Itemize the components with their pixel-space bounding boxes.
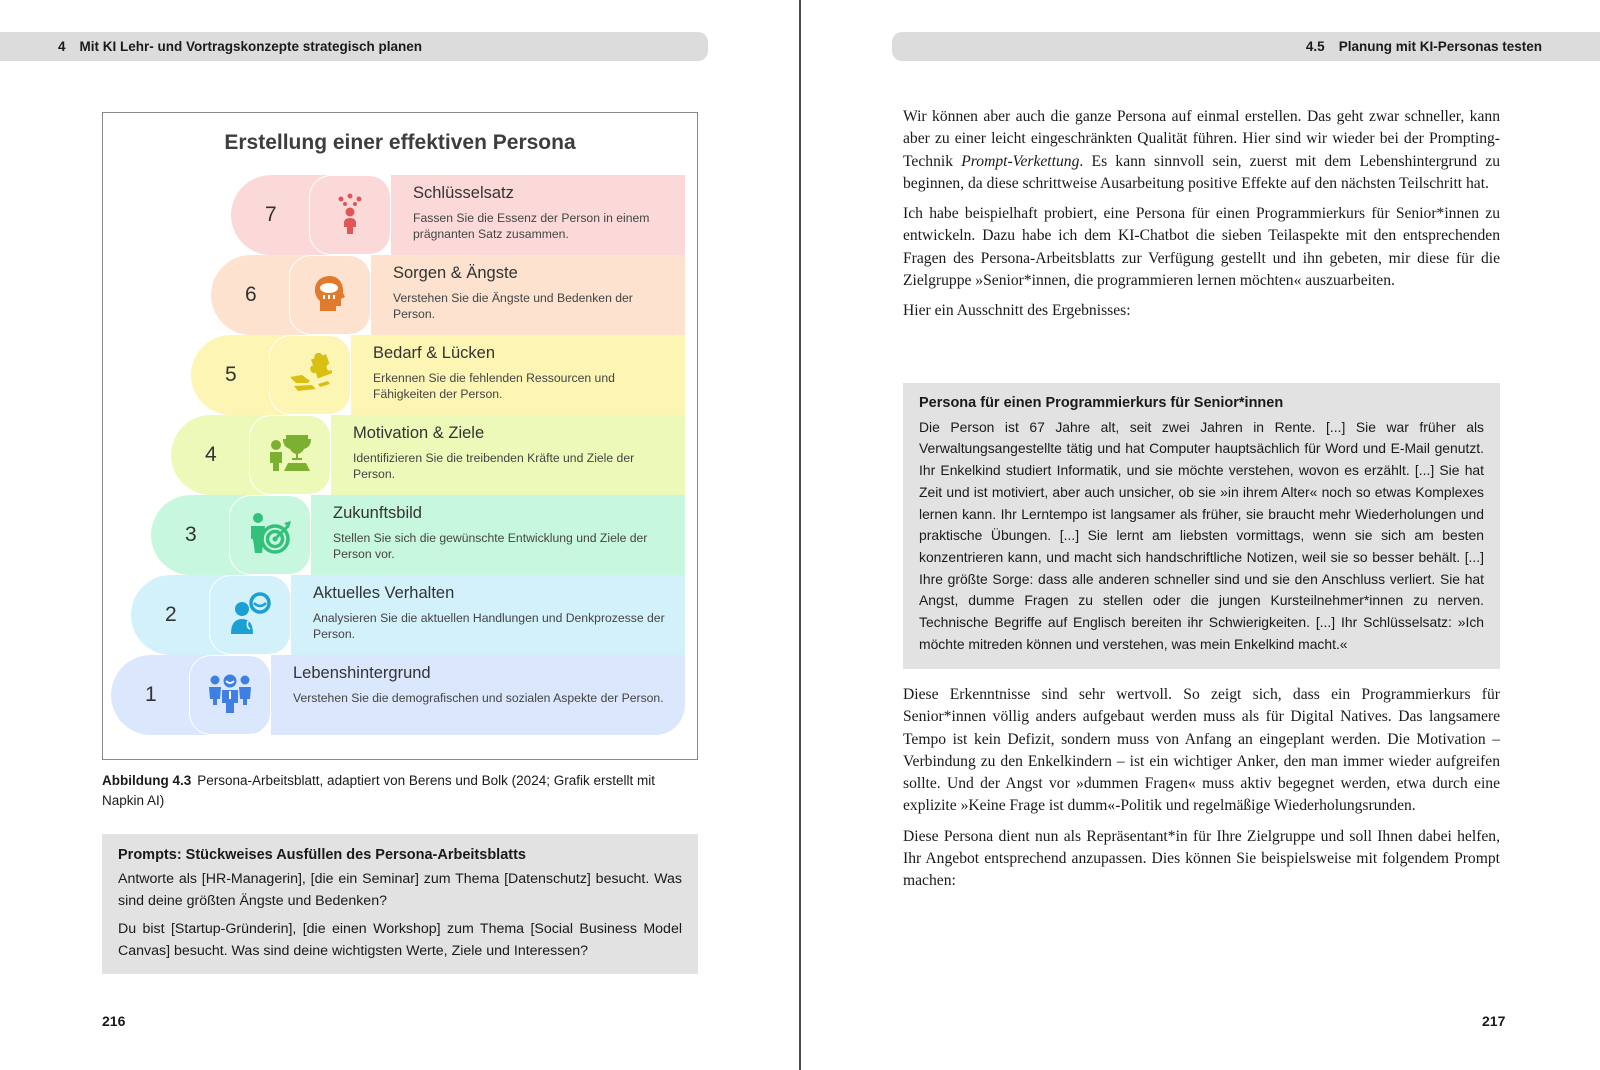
prompt-box-title: Prompts: Stückweises Ausfüllen des Persona-Arbeitsblatts (118, 847, 526, 863)
step-icon-cell (289, 255, 371, 335)
term-prompt-verkettung: Prompt-Verkettung (961, 152, 1080, 170)
step-body (331, 415, 685, 495)
persona-result-box (903, 383, 1500, 669)
step-description: Fassen Sie die Essenz der Person in einem prägnanten Satz zusammen. (413, 211, 650, 241)
step-description: Analysieren Sie die aktuellen Handlungen und Denkprozesse der Person. (313, 611, 665, 641)
prompt-example-2: Du bist [Startup-Gründerin], [die einen Workshop] zum Thema [Social Business Model Canvas] besucht. Was sind deine wichtigsten Werte, Ziele und Interessen? (118, 921, 682, 959)
step-body (371, 255, 685, 335)
step-title: Motivation & Ziele (353, 424, 485, 442)
step-icon-cell (189, 655, 271, 735)
paragraph-1-part-b: . Es kann sinnvoll sein, zuerst mit dem Lebenshintergrund zu beginnen, da diese schrittweise Ausarbeitung positive Effekte auf den nächsten Teilschritt hat. (903, 152, 1500, 192)
paragraph-1-part-a: Wir können aber auch die ganze Persona auf einmal erstellen. Das geht zwar schneller, kann aber zu einer leicht eingeschränkten Qualität führen. Hier sind wir wieder bei der Prompting-Technik (903, 108, 1500, 170)
step-number-label: 6 (245, 283, 257, 306)
book-spine (799, 0, 801, 1070)
step-description: Identifizieren Sie die treibenden Kräfte und Ziele der Person. (353, 451, 635, 481)
step-title: Lebenshintergrund (293, 664, 431, 682)
step-title: Bedarf & Lücken (373, 344, 495, 362)
prompt-example-1: Antworte als [HR-Managerin], [die ein Seminar] zum Thema [Datenschutz] besucht. Was sind deine größten Ängste und Bedenken? (118, 871, 682, 909)
page-number-left: 216 (102, 1013, 126, 1029)
step-body (271, 655, 685, 735)
step-icon-cell (309, 175, 391, 255)
paragraph-5: Diese Persona dient nun als Repräsentant*in für Ihre Zielgruppe und soll Ihnen dabei helfen, Ihr Angebot entsprechend anzupassen. Dies können Sie beispielsweise mit folgendem Prompt machen: (903, 827, 1500, 890)
step-title: Zukunftsbild (333, 504, 422, 522)
step-number-label: 1 (145, 683, 157, 706)
prompt-box (102, 834, 698, 974)
section-title: Planung mit KI-Personas testen (1338, 39, 1542, 54)
persona-step-4 (171, 415, 685, 495)
persona-step-1 (111, 655, 685, 735)
chapter-title: Mit KI Lehr- und Vortragskonzepte strategisch planen (79, 39, 423, 54)
persona-figure (102, 112, 698, 760)
paragraph-3: Hier ein Ausschnitt des Ergebnisses: (903, 302, 1131, 320)
step-description: Erkennen Sie die fehlenden Ressourcen und Fähigkeiten der Person. (373, 371, 615, 401)
left-running-header (0, 32, 708, 61)
person-trophy-icon (268, 433, 312, 478)
figure-caption (102, 771, 698, 811)
step-icon-cell (209, 575, 291, 655)
head-raincloud-icon (310, 273, 350, 318)
step-description: Verstehen Sie die Ängste und Bedenken der Person. (393, 291, 633, 321)
figure-title: Erstellung einer effektiven Persona (224, 131, 576, 154)
step-body (391, 175, 685, 255)
person-speech-drops-icon (335, 191, 365, 240)
chapter-number: 4 (58, 39, 66, 54)
person-target-icon (248, 511, 292, 560)
hand-puzzle-icon (288, 353, 332, 398)
step-number-label: 3 (185, 523, 197, 546)
person-thinking-icon (228, 591, 272, 640)
persona-box-text: Die Person ist 67 Jahre alt, seit zwei Jahren in Rente. [...] Sie war früher als Verwaltungsangestellte tätig und hat Computer hauptsächlich für Word und E-Mail genutzt. Ihr Enkelkind studiert Informatik, und sie möchte verstehen, wovon es erzählt. [...] Sie hat Zeit und ist motiviert, aber auch unsicher, ob sie »in ihrem Alter« noch so etwas Komplexes lernen kann. Ihr Lerntempo ist langsamer als früher, sie braucht mehr Wiederholungen und praktische Übungen. [...] Sie lernt am liebsten vormittags, wenn sie sich am besten konzentrieren kann, und macht sich handschriftliche Notizen, weil sie so besser behält. [...] Ihre größte Sorge: dass alle anderen schneller sind und sie den Anschluss verliert. Sie hat Angst, dumme Fragen zu stellen oder die jungen Kursteilnehmer*innen zu nerven. Technische Begriffe auf Englisch bereiten ihr Schwierigkeiten. [...] Ihr Schlüsselsatz: »Ich möchte mitreden können und verstehen, was mein Enkelkind macht.« (919, 418, 1484, 652)
step-icon-cell (269, 335, 351, 415)
step-body (291, 575, 685, 655)
step-description: Verstehen Sie die demografischen und sozialen Aspekte der Person. (293, 691, 664, 705)
persona-step-7 (231, 175, 685, 255)
people-group-icon (208, 673, 252, 718)
persona-step-6 (211, 255, 685, 335)
step-title: Schlüsselsatz (413, 184, 514, 202)
step-icon-cell (229, 495, 311, 575)
persona-step-5 (191, 335, 685, 415)
step-number-label: 7 (265, 203, 277, 226)
persona-step-3 (151, 495, 685, 575)
step-description: Stellen Sie sich die gewünschte Entwicklung und Ziele der Person vor. (333, 531, 648, 561)
step-number-label: 2 (165, 603, 177, 626)
persona-step-2 (131, 575, 685, 655)
right-body-top (903, 106, 1500, 331)
right-running-header (892, 32, 1600, 61)
step-number-label: 4 (205, 443, 217, 466)
paragraph-1 (903, 106, 1500, 195)
section-number: 4.5 (1305, 39, 1325, 54)
paragraph-4: Diese Erkenntnisse sind sehr wertvoll. So zeigt sich, dass ein Programmierkurs für Senior*innen völlig anders aufgebaut werden muss als für Digital Natives. Das langsamere Tempo ist kein Defizit, sondern muss von Anfang an eingeplant werden. Die Motivation – Verbindung zu den Enkelkindern – ist ein wichtiger Anker, den man immer wieder aufgreifen sollte. Und der Angst vor »dummen Fragen« muss aktiv begegnet werden, etwa durch eine explizite »Keine Frage ist dumm«-Politik und regelmäßige Wiederholungsrunden. (903, 686, 1500, 815)
paragraph-2: Ich habe beispielhaft probiert, eine Persona für einen Programmierkurs für Senior*innen zu entwickeln. Dazu habe ich dem KI-Chatbot die sieben Teilaspekte mit den entsprechenden Fragen des Persona-Arbeitsblatts zur Verfügung gestellt und ihn gebeten, mir diese für die Zielgruppe »Senior*innen, die programmieren lernen möchten« auszuarbeiten. (903, 205, 1500, 290)
step-title: Sorgen & Ängste (393, 264, 518, 282)
page-number-right: 217 (1482, 1013, 1506, 1029)
caption-label: Abbildung 4.3 (102, 773, 192, 788)
right-body-bottom (903, 684, 1500, 901)
step-body (351, 335, 685, 415)
step-icon-cell (249, 415, 331, 495)
step-title: Aktuelles Verhalten (313, 584, 455, 602)
caption-text: Persona-Arbeitsblatt, adaptiert von Berens und Bolk (2024; Grafik erstellt mit Napkin AI) (102, 773, 655, 808)
step-number-label: 5 (225, 363, 237, 386)
step-body (311, 495, 685, 575)
persona-box-title: Persona für einen Programmierkurs für Senior*innen (919, 395, 1284, 411)
